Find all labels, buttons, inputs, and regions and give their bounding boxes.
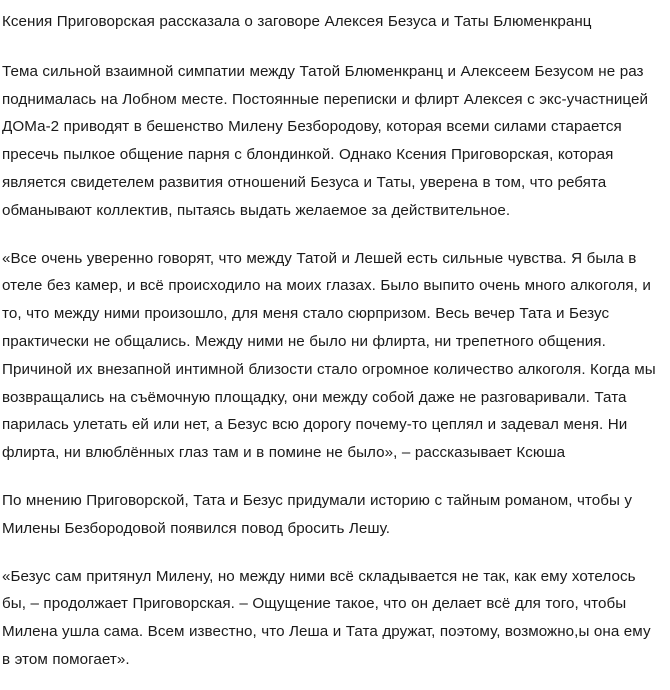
article-paragraph-intro: Тема сильной взаимной симпатии между Татой Блюменкранц и Алексеем Безусом не раз поднималась на Лобном месте. Постоянные переписки и флирт Алексея с экс-участницей ДОМа-2 приводят в бешенство Милену Безбородову, которая всеми силами старается пресечь пылкое общение парня с блондинкой. Однако Ксения Приговорская, которая является свидетелем развития отношений Безуса и Таты, уверена в том, что ребята обманывают коллектив, пытаясь выдать желаемое за действительное. [2, 62, 648, 219]
article-quote-prigovorskaya: «Безус сам притянул Милену, но между ними всё складывается не так, как ему хотелось бы, – продолжает Приговорская. – Ощущение такое, что он делает всё для того, чтобы Милена ушла сама. Всем известно, что Леша и Тата дружат, поэтому, возможно,ы она ему в этом помогает». [2, 567, 651, 668]
article-body [2, 8, 656, 674]
article-paragraph-opinion: По мнению Приговорской, Тата и Безус придумали историю с тайным романом, чтобы у Милены Безбородовой появился повод бросить Лешу. [2, 491, 633, 537]
article-headline: Ксения Приговорская рассказала о заговоре Алексея Безуса и Таты Блюменкранц [2, 13, 592, 30]
article-quote-ksyusha: «Все очень уверенно говорят, что между Татой и Лешей есть сильные чувства. Я была в отеле без камер, и всё происходило на моих глазах. Было выпито очень много алкоголя, и то, что между ними произошло, для меня стало сюрпризом. Весь вечер Тата и Безус практически не общались. Между ними не было ни флирта, ни трепетного общения. Причиной их внезапной интимной близости стало огромное количество алкоголя. Когда мы возвращались на съёмочную площадку, они между собой даже не разговаривали. Тата парилась улетать ей или нет, а Безус всю дорогу почему-то цеплял и задевал меня. Ни флирта, ни влюблённых глаз там и в помине не было», – рассказывает Ксюша [2, 249, 656, 462]
